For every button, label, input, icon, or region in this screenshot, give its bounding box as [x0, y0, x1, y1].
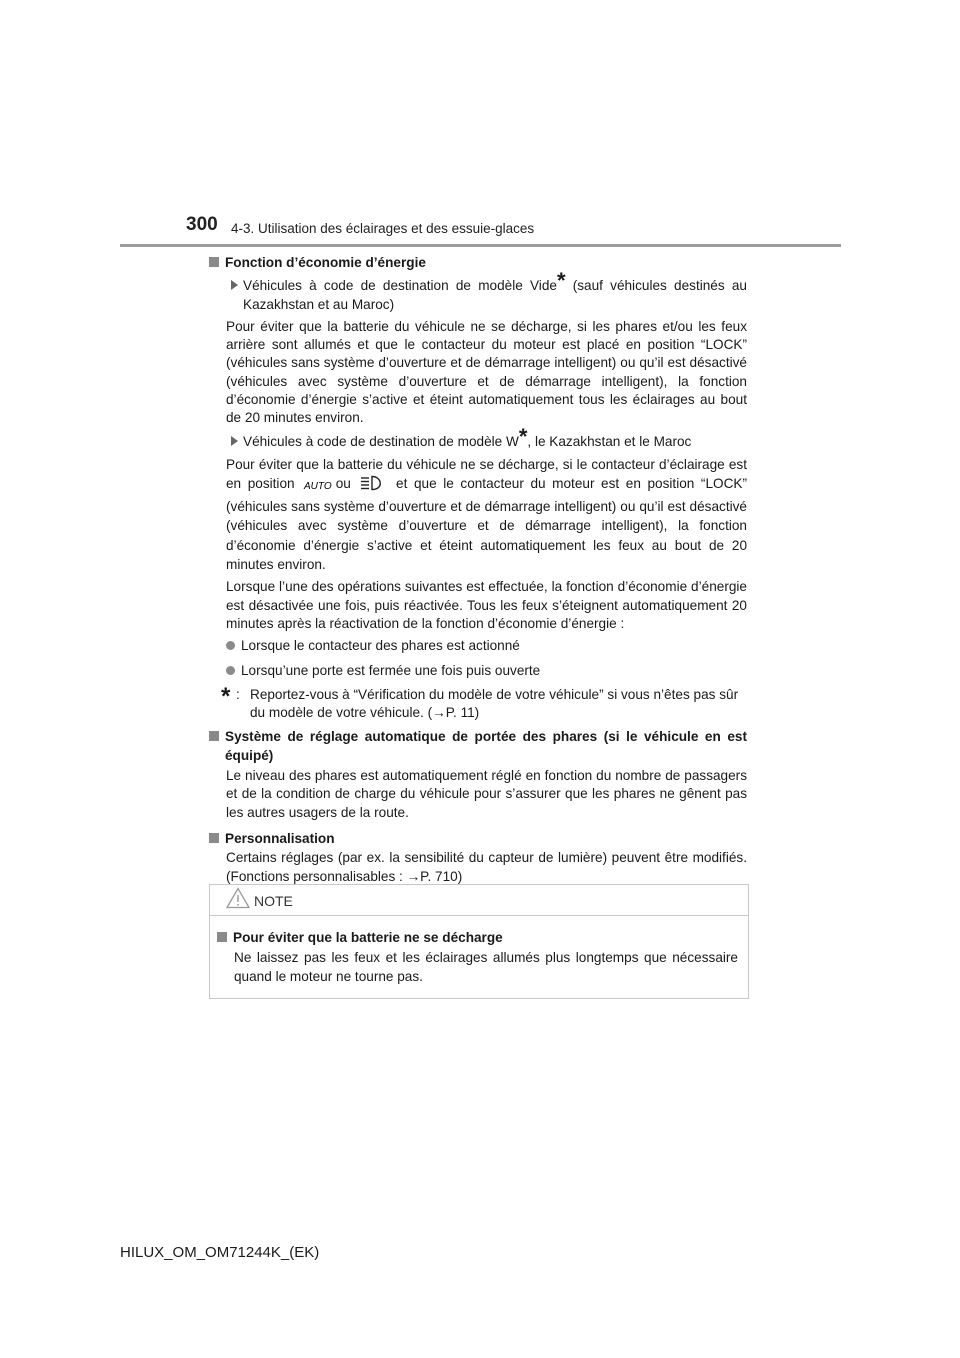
- custom-body: Certains réglages (par ex. la sensibilité du capteur de lumière) peuvent être modifiés. (Fonctions personnalisables : →P. 710): [226, 850, 747, 884]
- header-divider: [120, 244, 841, 247]
- triangle-pointer-icon: [231, 436, 238, 446]
- warning-triangle-icon: [226, 887, 250, 914]
- note-box: [209, 884, 749, 999]
- condition-2-text-b: , le Kazakhstan et le Maroc: [527, 433, 692, 449]
- condition-model-w: [226, 423, 747, 451]
- auto-icon-label: AUTO: [304, 481, 332, 493]
- bullet-text: Lorsqu’une porte est fermée une fois puis ouverte: [241, 662, 541, 678]
- auto-switch-icon: [304, 477, 332, 496]
- asterisk-mark: *: [556, 268, 566, 294]
- paragraph-2-text-b: ou: [329, 476, 358, 492]
- main-content: [209, 254, 747, 890]
- economy-paragraph-1: Pour éviter que la batterie du véhicule ne se décharge, si les phares et/ou les feux arrière sont allumés et que le contacteur du moteur est placé en position “LOCK” (véhicules sans système d’ouverture et de démarrage intelligent) ou qu’il est désactivé (véhicules avec système d’ouverture et de démarrage intelligent), la fonction d’économie d’énergie s’active et éteint automatiquement tous les éclairages au bout de 20 minutes environ.: [226, 318, 747, 426]
- economy-title: Fonction d’économie d’énergie: [225, 255, 426, 270]
- leveling-body: Le niveau des phares est automatiquement réglé en fonction du nombre de passagers et de la condition de charge du véhicule pour s’assurer que les phares ne gênent pas les autres usagers de la route.: [226, 768, 747, 820]
- document-code: HILUX_OM_OM71244K_(EK): [120, 1244, 320, 1261]
- note-title: Pour éviter que la batterie ne se décharge: [233, 930, 503, 945]
- leveling-title: Système de réglage automatique de portée des phares (si le véhicule en est équipé): [225, 729, 747, 763]
- section-heading-economy: [209, 254, 747, 272]
- condition-2-text-a: Véhicules à code de destination de modèle W: [243, 433, 519, 449]
- bullet-text: Lorsque le contacteur des phares est actionné: [241, 638, 520, 654]
- circle-bullet-icon: [226, 666, 235, 675]
- note-label: NOTE: [254, 893, 293, 909]
- paragraph-2-text-c: et que le contacteur du moteur est en position “LOCK” (véhicules sans système d’ouverture et de démarrage intelligent) ou qu’il est désactivé (véhicules avec système d’ouverture et de démarrage intelligent), la fonction d’économie d’énergie s’active et éteint automatiquement les feux au bout de 20 minutes environ.: [226, 476, 747, 572]
- model-footnote: * : Reportez-vous à “Vérification du modèle de votre véhicule” si vous n’êtes pas sûr du modèle de votre véhicule. (→P. 11): [221, 686, 747, 723]
- page-number: 300: [186, 214, 218, 235]
- note-header: [210, 885, 748, 916]
- section-breadcrumb: 4-3. Utilisation des éclairages et des essuie-glaces: [231, 221, 535, 236]
- square-bullet-icon: [209, 833, 219, 843]
- economy-section-body: [209, 268, 747, 722]
- square-bullet-icon: [209, 731, 219, 741]
- headlight-icon: [360, 475, 386, 496]
- condition-1-text-a: Véhicules à code de destination de modèle Vide: [243, 278, 557, 294]
- list-item: [226, 637, 747, 655]
- asterisk-mark: *: [221, 682, 231, 710]
- square-bullet-icon: [217, 932, 227, 942]
- economy-paragraph-3: Lorsque l’une des opérations suivantes est effectuée, la fonction d’économie d’énergie est désactivée une fois, puis réactivée. Tous les feux s’éteignent automatiquement 20 minutes après la réactivation de la fonction d’économie d’énergie :: [226, 579, 747, 631]
- footnote-text: Reportez-vous à “Vérification du modèle de votre véhicule” si vous n’êtes pas sûr du modèle de votre véhicule. (→P. 11): [250, 686, 739, 721]
- condition-model-vide: [226, 268, 747, 314]
- custom-title: Personnalisation: [225, 830, 335, 846]
- section-heading-custom: [209, 830, 747, 848]
- list-item: [226, 662, 747, 680]
- note-body: [210, 916, 748, 986]
- note-text: Ne laissez pas les feux et les éclairages allumés plus longtemps que nécessaire quand le moteur ne tourne pas.: [234, 950, 738, 984]
- circle-bullet-icon: [226, 641, 235, 650]
- note-heading: [217, 929, 738, 947]
- paragraph-2-text-a: Pour éviter que la batterie du véhicule ne se décharge, si le contacteur d’éclairage est en position: [226, 456, 747, 492]
- asterisk-mark: *: [518, 423, 528, 449]
- condition-1-text-b: (sauf véhicules destinés au Kazakhstan et au Maroc): [243, 278, 747, 312]
- economy-paragraph-2: [226, 455, 747, 574]
- triangle-pointer-icon: [231, 280, 238, 290]
- square-bullet-icon: [209, 257, 219, 267]
- section-heading-leveling: [209, 728, 747, 765]
